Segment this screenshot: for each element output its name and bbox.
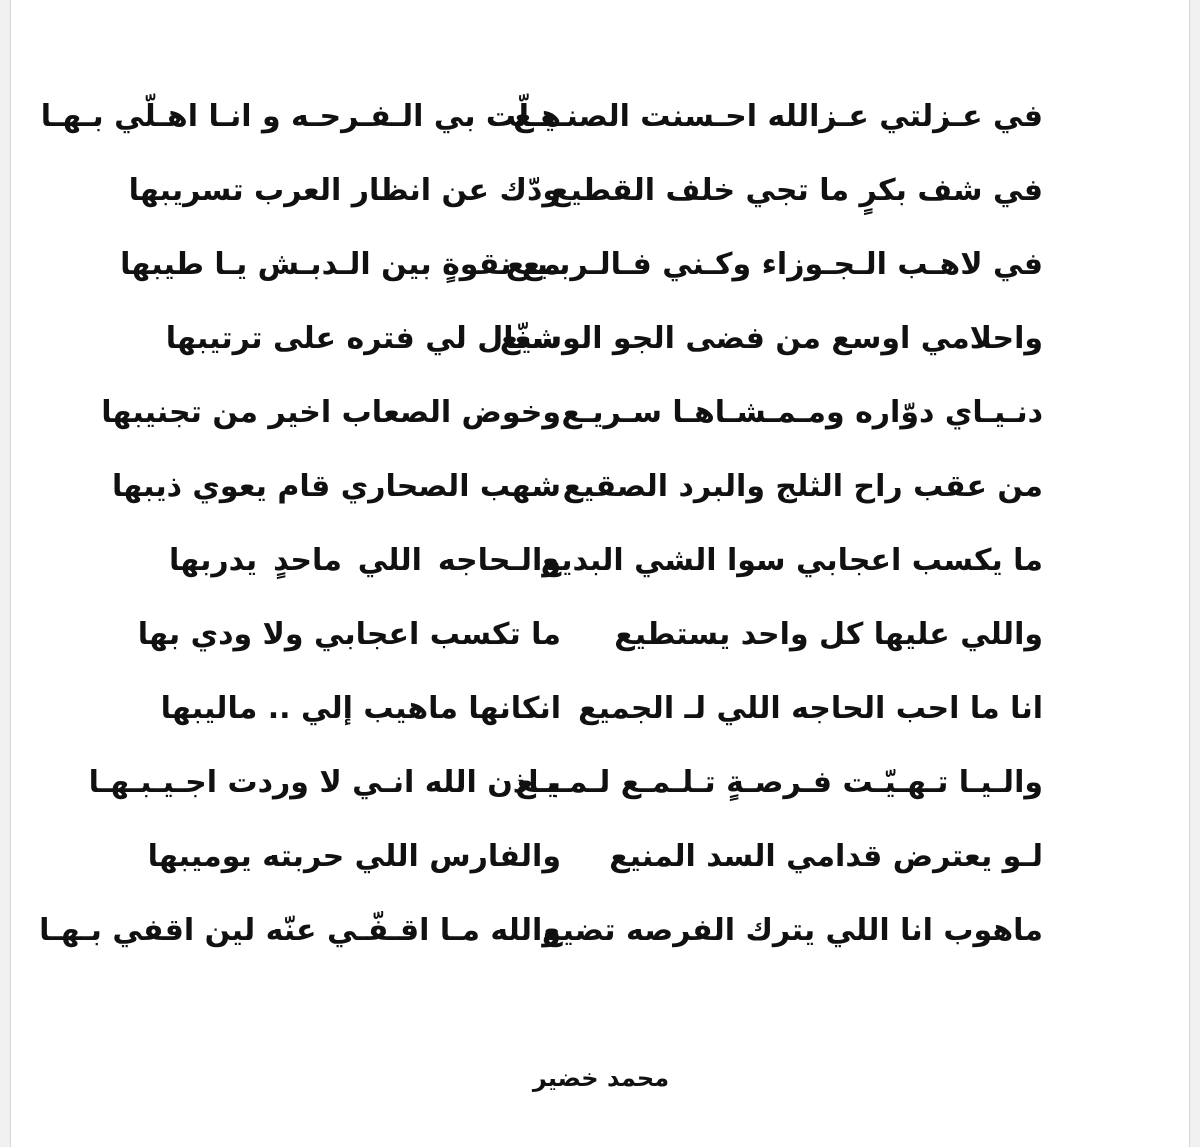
poem-body: [11, 92, 1191, 980]
verse-second-half: والله مـا اقـفّـي عنّه لين اقفي بـهـا: [39, 913, 561, 948]
verse-first-half: في شف بكرٍ ما تجي خلف القطيع: [549, 173, 1043, 208]
verse-first-half: واللي عليها كل واحد يستطيع: [614, 617, 1043, 652]
verse-row: [11, 314, 1191, 388]
verse-second-half: والفارس اللي حربته يوميبها: [147, 839, 561, 874]
verse-first-half: دنـيـاي دوّاره ومـمـشـاهـا سـريـع: [561, 395, 1043, 430]
verse-second-half: وخوض الصعاب اخير من تجنيبها: [101, 395, 561, 430]
verse-second-half: انكانها ماهيب إلي .. ماليبها: [160, 691, 561, 726]
verse-row: [11, 758, 1191, 832]
verse-second-half: ما تكسب اعجابي ولا ودي بها: [137, 617, 561, 652]
verse-second-half: ودّك عن انظار العرب تسريبها: [128, 173, 561, 208]
verse-first-half: من عقب راح الثلج والبرد الصقيع: [562, 469, 1043, 504]
poet-signature: محمد خضير: [532, 1064, 670, 1092]
verse-row: [11, 610, 1191, 684]
verse-second-half: شهب الصحاري قام يعوي ذيبها: [112, 469, 561, 504]
verse-second-half: مع نقوةٍ بين الـدبـش يـا طيبها: [120, 247, 561, 282]
verse-first-half: ما يكسب اعجابي سوا الشي البديع: [540, 543, 1043, 578]
verse-row: [11, 388, 1191, 462]
verse-first-half: في لاهـب الـجـوزاء وكـني فـالـربـيـع: [505, 247, 1043, 282]
verse-row: [11, 536, 1191, 610]
verse-first-half: واحلامي اوسع من فضى الجو الوسيع: [499, 321, 1043, 356]
verse-row: [11, 240, 1191, 314]
verse-first-half: لـو يعترض قدامي السد المنيع: [609, 839, 1043, 874]
document-page: [10, 0, 1190, 1147]
verse-first-half: انا ما احب الحاجه اللي لـ الجميع: [578, 691, 1043, 726]
verse-first-half: والـيـا تـهـيّـت فـرصـةٍ تـلـمـع لـمـيـع: [515, 765, 1043, 800]
verse-row: [11, 166, 1191, 240]
verse-first-half: ماهوب انا اللي يترك الفرصه تضيع: [542, 913, 1043, 948]
verse-row: [11, 462, 1191, 536]
verse-second-half: هـلّت بي الـفـرحـه و انـا اهـلّي بـهـا: [40, 99, 561, 134]
verse-row: [11, 684, 1191, 758]
verse-second-half: شغّال لي فتره على ترتيبها: [165, 321, 561, 356]
verse-first-half: في عـزلتي عـزالله احـسنت الصنـيـع: [513, 99, 1043, 134]
verse-second-half: والـحاجه اللي ماحدٍ يدربها: [169, 543, 561, 578]
verse-row: [11, 832, 1191, 906]
verse-second-half: بـاذن الله انـي لا وردت اجـيـبـهـا: [88, 765, 561, 800]
verse-row: [11, 906, 1191, 980]
verse-row: [11, 92, 1191, 166]
